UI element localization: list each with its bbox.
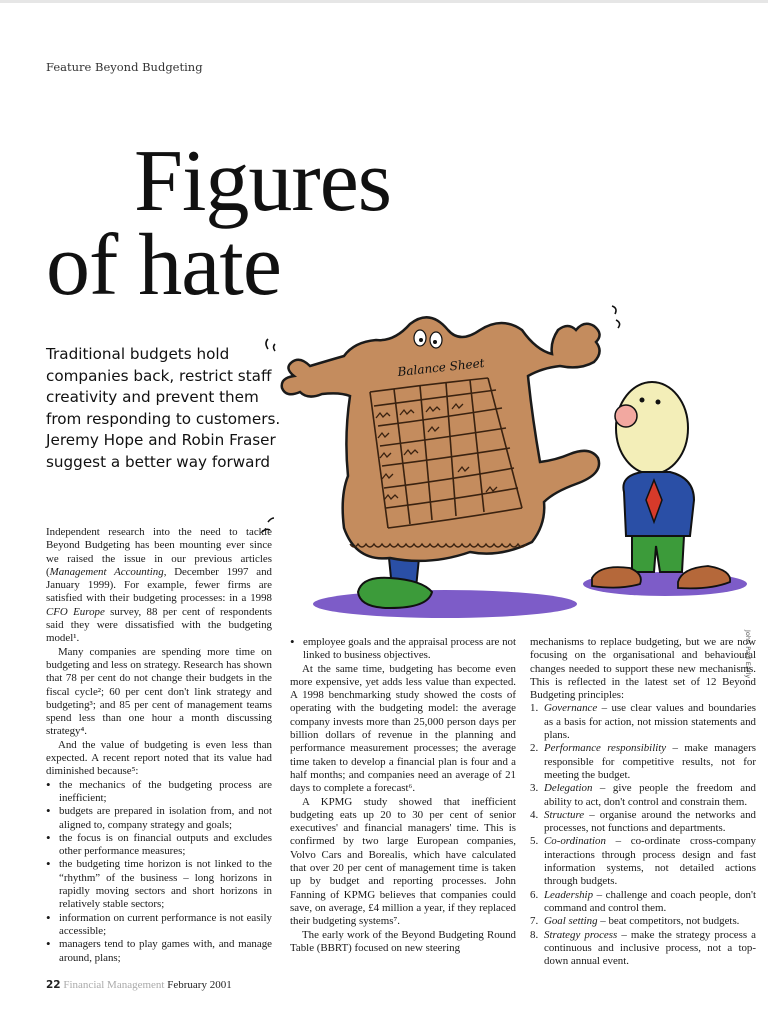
col2-bullet-list — [290, 636, 516, 663]
principle-item: 3. Delegation – give people the freedom and ability to act, don't control and constrain them. — [530, 782, 756, 808]
headline-line-1: Figures — [134, 133, 391, 230]
list-item: • information on current performance is not easily accessible; — [46, 912, 272, 939]
standfirst: Traditional budgets hold companies back, restrict staff creativity and prevent them from responding to customers. Jeremy Hope and Robin Fraser suggest a better way forward — [46, 345, 281, 471]
illustration-credit: John Paul Early — [744, 630, 752, 679]
col3-paragraph-1: mechanisms to replace budgeting, but we are now focusing on the organisational and behavioural changes needed to support these new mechanisms. This is reflected in the latest set of 12 Beyond Budgeting principles: — [530, 636, 756, 702]
principle-item: 8. Strategy process – make the strategy process a continuous and inclusive process, not a top-down annual event. — [530, 928, 757, 968]
body-column-2 — [290, 636, 516, 955]
body-column-1 — [46, 526, 272, 965]
principle-item: 6. Leadership – challenge and coach people, don't command and control them. — [530, 888, 756, 914]
list-item: • budgets are prepared in isolation from, and not aligned to, company strategy and goals; — [46, 805, 272, 832]
principle-item: 1. Governance – use clear values and boundaries as a basis for action, not mission statements and plans. — [530, 702, 756, 742]
list-item: • managers tend to play games with, and manage around, plans; — [46, 938, 272, 965]
col1-bullet-list — [46, 779, 272, 965]
section-label: Feature Beyond Budgeting — [46, 60, 203, 74]
principles-list — [530, 702, 756, 968]
headline-line-2: of hate — [46, 217, 281, 314]
page-number: 22 — [46, 979, 61, 991]
list-item: • the focus is on financial outputs and excludes other performance measures; — [46, 832, 272, 859]
body-column-3 — [530, 636, 756, 968]
list-item: • the mechanics of the budgeting process are inefficient; — [46, 779, 272, 806]
col1-paragraph-1: Independent research into the need to tackle Beyond Budgeting has been mounting ever since we raised the issue in our previous articles (Management Accounting, December 1997 and January 1999). For example, fewer firms are satisfied with their budgeting processes: in a 1998 CFO Europe survey, 88 per cent of respondents said they were dissatisfied with the budgeting model¹. — [46, 526, 273, 645]
col2-paragraph-2: A KPMG study showed that inefficient budgeting eats up 20 to 30 per cent of senior executives' and financial managers' time. This is confirmed by two large European companies, Volvo Cars and Borealis, which have calculated that over 20 per cent of management time is taken up by budget and reporting processes. John Fanning of KPMG believes that companies could save, on average, £4 million a year, if they replaced their budgeting systems⁷. — [290, 795, 516, 928]
issue-date: February 2001 — [167, 979, 232, 991]
principle-item: 2. Performance responsibility – make managers responsible for competitive results, not for meeting the budget. — [530, 742, 756, 781]
page-footer — [46, 979, 232, 991]
list-item: • employee goals and the appraisal process are not linked to business objectives. — [290, 636, 516, 663]
principle-item: 5. Co-ordination – co-ordinate cross-company interactions through process design and fast information systems, not detailed actions through budgets. — [530, 835, 756, 888]
col2-paragraph-3: The early work of the Beyond Budgeting Round Table (BBRT) focused on new steering — [290, 928, 516, 954]
col2-paragraph-1: At the same time, budgeting has become even more expensive, yet adds less value than expected. A 1998 benchmarking study showed the costs of operating with the budgeting model: the average company invests more than 25,000 person days per billion dollars of revenue in the planning and performance measurement processes; the average time taken to develop a financial plan is four and a half months; and companies need an average of 21 days to complete a forecast⁶. — [290, 662, 516, 795]
col1-paragraph-2: Many companies are spending more time on budgeting and less on strategy. Research has shown that 78 per cent do not change their budgets in the fiscal cycle²; 60 per cent don't link strategy and budgeting³; and 85 per cent of management teams spend less than one hour a month discussing strategy⁴. — [46, 645, 272, 738]
list-item: • the budgeting time horizon is not linked to the “rhythm” of the business – long horizons in rapidly moving sectors and short horizons in relatively stable sectors; — [46, 858, 272, 911]
col1-paragraph-3: And the value of budgeting is even less than expected. A recent report noted that its value had diminished because⁵: — [46, 738, 272, 778]
sheet-title: Balance Sheet — [396, 355, 486, 379]
principle-item: 4. Structure – organise around the networks and processes, not functions and departments. — [530, 808, 756, 835]
magazine-name: Financial Management — [63, 979, 165, 991]
principle-item: 7. Goal setting – beat competitors, not budgets. — [530, 915, 740, 928]
